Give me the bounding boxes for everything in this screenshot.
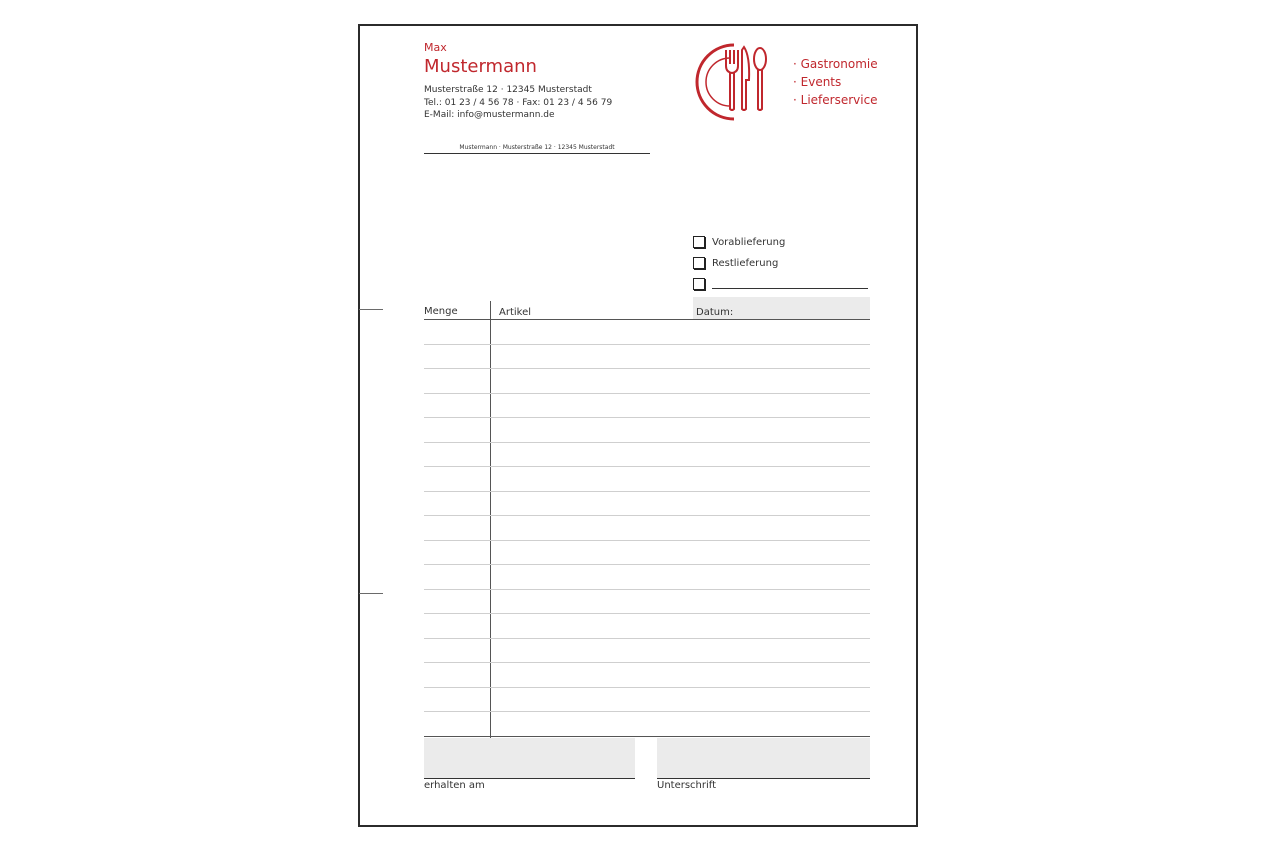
table-row-line[interactable] xyxy=(424,344,870,345)
table-row-line[interactable] xyxy=(424,417,870,418)
table-row-line[interactable] xyxy=(424,368,870,369)
table-row-line[interactable] xyxy=(424,589,870,590)
option-rest-delivery[interactable] xyxy=(693,257,778,269)
column-header-quantity: Menge xyxy=(424,306,458,317)
fold-mark-bottom xyxy=(359,593,383,594)
sender-phone-fax: Tel.: 01 23 / 4 56 78 · Fax: 01 23 / 4 56 79 xyxy=(424,98,613,108)
table-row-line[interactable] xyxy=(424,687,870,688)
table-row-line[interactable] xyxy=(424,711,870,712)
option-custom[interactable] xyxy=(693,278,868,290)
table-row-line[interactable] xyxy=(424,491,870,492)
option-pre-delivery[interactable] xyxy=(693,236,785,248)
table-row-line[interactable] xyxy=(424,662,870,663)
fold-mark-top xyxy=(359,309,383,310)
date-label: Datum: xyxy=(696,307,734,318)
table-row-line[interactable] xyxy=(424,613,870,614)
table-row-line[interactable] xyxy=(424,442,870,443)
received-label: erhalten am xyxy=(424,780,485,791)
column-header-article: Artikel xyxy=(499,307,532,318)
sender-email: E-Mail: info@mustermann.de xyxy=(424,110,555,120)
signature-field[interactable] xyxy=(657,738,870,779)
sender-first-name: Max xyxy=(424,41,447,54)
table-row-line[interactable] xyxy=(424,393,870,394)
cutlery-logo-icon xyxy=(692,42,772,122)
table-row-line[interactable] xyxy=(424,540,870,541)
table-row-line[interactable] xyxy=(424,638,870,639)
custom-option-line[interactable] xyxy=(712,280,868,289)
service-events: · Events xyxy=(793,75,842,89)
checkbox-pre-delivery[interactable] xyxy=(693,236,705,248)
option-rest-delivery-label: Restlieferung xyxy=(712,257,779,269)
sender-address: Musterstraße 12 · 12345 Musterstadt xyxy=(424,85,592,95)
table-column-divider xyxy=(490,301,491,738)
sender-last-name: Mustermann xyxy=(424,56,537,77)
service-gastronomie: · Gastronomie xyxy=(793,57,878,71)
signature-label: Unterschrift xyxy=(657,780,717,791)
table-row-line[interactable] xyxy=(424,736,870,737)
checkbox-rest-delivery[interactable] xyxy=(693,257,705,269)
option-pre-delivery-label: Vorablieferung xyxy=(712,236,786,248)
table-row-line[interactable] xyxy=(424,515,870,516)
service-lieferservice: · Lieferservice xyxy=(793,93,878,107)
checkbox-custom[interactable] xyxy=(693,278,705,290)
table-row-line[interactable] xyxy=(424,564,870,565)
return-address-line: Mustermann · Musterstraße 12 · 12345 Musterstadt xyxy=(424,144,650,154)
received-date-field[interactable] xyxy=(424,738,635,779)
table-row-line[interactable] xyxy=(424,466,870,467)
